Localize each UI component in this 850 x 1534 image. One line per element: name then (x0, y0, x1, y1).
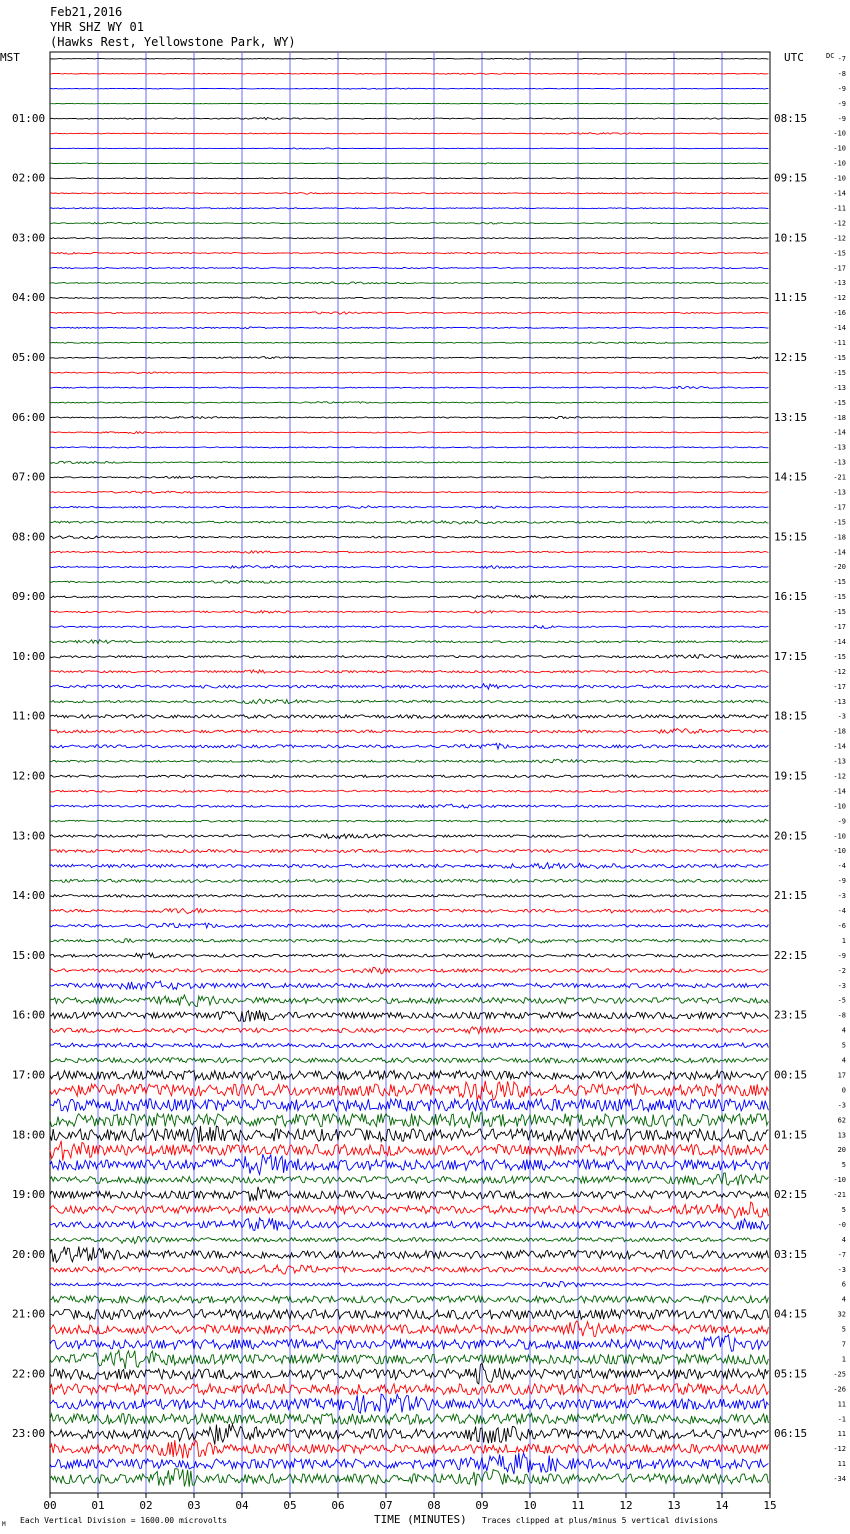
dc-offset-label: -14 (833, 428, 846, 437)
dc-offset-label: 4 (841, 1235, 846, 1244)
seismic-trace (50, 118, 768, 120)
dc-offset-label: -18 (833, 727, 846, 736)
seismic-trace (50, 312, 768, 314)
left-hour-label: 11:00 (12, 709, 46, 723)
seismic-trace (50, 1173, 768, 1185)
dc-offset-label: -0 (837, 1220, 846, 1229)
dc-offset-label: 62 (837, 1116, 846, 1125)
right-hour-label: 05:15 (774, 1367, 808, 1381)
right-hour-label: 11:15 (774, 291, 808, 305)
dc-offset-label: -14 (833, 324, 846, 333)
dc-offset-label: 5 (841, 1161, 846, 1170)
seismic-trace (50, 670, 768, 673)
seismic-trace (50, 1043, 768, 1048)
right-hour-label: 10:15 (774, 231, 808, 245)
x-tick-label: 07 (379, 1499, 393, 1512)
seismic-trace (50, 282, 768, 284)
seismic-trace (50, 938, 768, 943)
seismic-trace (50, 551, 768, 554)
left-timezone-label: MST (0, 51, 20, 64)
dc-offset-label: 4 (841, 1026, 846, 1035)
seismic-trace (50, 1081, 768, 1101)
dc-offset-label: -7 (837, 1250, 846, 1259)
right-hour-label: 02:15 (774, 1188, 808, 1202)
seismic-trace (50, 447, 768, 448)
x-tick-label: 06 (331, 1499, 345, 1512)
seismic-trace (50, 1202, 768, 1218)
dc-offset-label: -8 (837, 1011, 846, 1020)
seismic-trace (50, 342, 768, 344)
seismic-trace (50, 1363, 768, 1384)
dc-offset-label: -14 (833, 637, 846, 646)
seismic-trace (50, 566, 768, 569)
dc-offset-label: 5 (841, 1205, 846, 1214)
seismic-trace (50, 923, 768, 928)
seismic-trace (50, 1058, 768, 1063)
dc-offset-label: -18 (833, 413, 846, 422)
seismic-trace (50, 386, 768, 388)
dc-offset-label: -25 (833, 1370, 846, 1379)
seismic-trace (50, 1126, 768, 1143)
seismic-trace (50, 357, 768, 359)
left-hour-label: 21:00 (12, 1307, 46, 1321)
left-hour-label: 12:00 (12, 769, 46, 783)
dc-offset-label: -12 (833, 294, 846, 303)
right-hour-labels (774, 112, 807, 1440)
seismic-trace (50, 1335, 768, 1352)
dc-offset-label: -15 (833, 353, 846, 362)
right-hour-label: 15:15 (774, 530, 808, 544)
left-hour-label: 23:00 (12, 1427, 46, 1441)
seismic-trace (50, 268, 768, 269)
seismic-trace (50, 208, 768, 209)
right-hour-label: 17:15 (774, 649, 808, 663)
clip-note: Traces clipped at plus/minus 5 vertical divisions (482, 1516, 719, 1525)
seismic-trace (50, 863, 768, 869)
dc-offset-label: 4 (841, 1295, 846, 1304)
left-hour-label: 07:00 (12, 470, 46, 484)
right-hour-label: 18:15 (774, 709, 808, 723)
dc-offset-label: -26 (833, 1385, 846, 1394)
seismic-trace (50, 1453, 768, 1474)
dc-offset-label: -10 (833, 1176, 846, 1185)
dc-offset-label: -10 (833, 159, 846, 168)
dc-offset-label: -17 (833, 682, 846, 691)
seismic-trace (50, 222, 768, 224)
seismic-trace (50, 743, 768, 749)
seismic-trace (50, 879, 768, 882)
right-hour-label: 03:15 (774, 1247, 808, 1261)
seismic-trace (50, 103, 768, 104)
left-hour-label: 04:00 (12, 291, 46, 305)
dc-offset-label: -14 (833, 189, 846, 198)
seismic-trace (50, 58, 768, 59)
dc-offset-label: -10 (833, 144, 846, 153)
dc-offset-label: 11 (837, 1400, 846, 1409)
dc-offset-label: -8 (837, 69, 846, 78)
seismic-trace (50, 178, 768, 179)
left-hour-label: 02:00 (12, 171, 46, 185)
right-hour-label: 21:15 (774, 889, 808, 903)
x-tick-label: 09 (475, 1499, 489, 1512)
dc-offset-label: -17 (833, 503, 846, 512)
dc-offset-label: -21 (833, 1191, 846, 1200)
seismic-trace (50, 416, 768, 418)
x-tick-label: 03 (187, 1499, 201, 1512)
dc-offset-label: -12 (833, 219, 846, 228)
left-hour-label: 05:00 (12, 350, 46, 364)
x-tick-label: 15 (763, 1499, 777, 1512)
seismic-trace (50, 759, 768, 763)
right-hour-label: 14:15 (774, 470, 808, 484)
seismic-trace (50, 1187, 768, 1202)
right-hour-label: 04:15 (774, 1307, 808, 1321)
trace-rows (50, 58, 768, 1487)
right-hour-label: 13:15 (774, 410, 808, 424)
dc-offset-label: -9 (837, 114, 846, 123)
seismic-trace (50, 715, 768, 719)
dc-offset-label: -10 (833, 129, 846, 138)
right-hour-label: 23:15 (774, 1008, 808, 1022)
seismic-trace (50, 1154, 768, 1174)
dc-offset-label: -20 (833, 563, 846, 572)
dc-offset-label: 6 (841, 1280, 846, 1289)
dc-offset-label: -15 (833, 518, 846, 527)
x-tick-label: 04 (235, 1499, 249, 1512)
x-tick-label: 01 (91, 1499, 105, 1512)
left-hour-label: 16:00 (12, 1008, 46, 1022)
dc-offset-label: -17 (833, 264, 846, 273)
x-tick-label: 10 (523, 1499, 537, 1512)
seismic-trace (50, 699, 768, 704)
dc-offset-label: -15 (833, 368, 846, 377)
x-tick-label: 02 (139, 1499, 153, 1512)
dc-offset-label: 11 (837, 1430, 846, 1439)
seismic-trace (50, 461, 768, 463)
seismic-trace (50, 1384, 768, 1395)
left-hour-label: 14:00 (12, 889, 46, 903)
dc-offset-label: -9 (837, 99, 846, 108)
dc-offset-label: 17 (837, 1071, 846, 1080)
dc-offset-label: -10 (833, 174, 846, 183)
dc-offset-label: 32 (837, 1310, 846, 1319)
x-axis-ticks (43, 1493, 776, 1512)
dc-offset-label: -15 (833, 249, 846, 258)
x-tick-label: 08 (427, 1499, 441, 1512)
seismic-trace (50, 804, 768, 808)
dc-offset-label: 1 (841, 936, 846, 945)
seismic-trace (50, 1010, 768, 1021)
dc-offset-label: -9 (837, 951, 846, 960)
left-hour-label: 03:00 (12, 231, 46, 245)
left-hour-labels (12, 112, 45, 1440)
x-tick-label: 12 (619, 1499, 633, 1512)
seismic-trace (50, 967, 768, 973)
seismic-trace (50, 1218, 768, 1231)
seismic-trace (50, 1309, 768, 1319)
right-hour-label: 09:15 (774, 171, 808, 185)
seismic-trace (50, 580, 768, 583)
dc-offset-label: 5 (841, 1041, 846, 1050)
dc-offset-label: -10 (833, 832, 846, 841)
seismic-trace (50, 1350, 768, 1369)
seismic-trace (50, 1321, 768, 1336)
seismic-trace (50, 908, 768, 913)
dc-offset-label: -15 (833, 398, 846, 407)
seismic-trace (50, 536, 768, 539)
seismic-trace (50, 995, 768, 1007)
left-hour-label: 08:00 (12, 530, 46, 544)
left-hour-label: 13:00 (12, 829, 46, 843)
right-hour-label: 12:15 (774, 350, 808, 364)
dc-offset-label: -18 (833, 533, 846, 542)
seismic-trace (50, 1027, 768, 1034)
left-hour-label: 01:00 (12, 111, 46, 125)
dc-offset-label: -13 (833, 458, 846, 467)
x-tick-label: 05 (283, 1499, 297, 1512)
left-hour-label: 09:00 (12, 590, 46, 604)
right-hour-label: 20:15 (774, 829, 808, 843)
dc-offset-label: -9 (837, 877, 846, 886)
seismic-trace (50, 431, 768, 433)
dc-offset-label: -5 (837, 996, 846, 1005)
corner-mark: M (2, 1521, 6, 1528)
dc-offset-label: -9 (837, 84, 846, 93)
dc-offset-label: 5 (841, 1325, 846, 1334)
seismic-trace (50, 1424, 768, 1445)
right-hour-label: 16:15 (774, 590, 808, 604)
left-hour-label: 19:00 (12, 1188, 46, 1202)
x-tick-label: 00 (43, 1499, 57, 1512)
dc-offset-label: -3 (837, 1265, 846, 1274)
seismic-trace (50, 73, 768, 74)
seismic-trace (50, 981, 768, 990)
seismic-trace (50, 850, 768, 853)
right-hour-label: 01:15 (774, 1128, 808, 1142)
left-hour-label: 15:00 (12, 948, 46, 962)
seismic-trace (50, 193, 768, 195)
seismic-trace (50, 1440, 768, 1458)
seismic-trace (50, 88, 768, 89)
x-axis-label: TIME (MINUTES) (374, 1513, 467, 1526)
dc-offset-label: -7 (837, 55, 846, 63)
seismic-trace (50, 1414, 768, 1425)
seismic-trace (50, 640, 768, 644)
seismic-trace (50, 1296, 768, 1303)
dc-offset-label: -11 (833, 204, 846, 213)
seismic-trace (50, 626, 768, 629)
dc-offset-label: 11 (837, 1460, 846, 1469)
seismic-trace (50, 372, 768, 374)
dc-offset-label: -12 (833, 234, 846, 243)
dc-offset-label: -3 (837, 981, 846, 990)
seismic-trace (50, 491, 768, 493)
dc-offset-label: -14 (833, 742, 846, 751)
dc-offset-label: -11 (833, 339, 846, 348)
right-hour-label: 22:15 (774, 948, 808, 962)
dc-offset-label: -9 (837, 817, 846, 826)
header-station: YHR SHZ WY 01 (50, 20, 144, 34)
dc-offset-label: -4 (837, 907, 846, 916)
x-tick-label: 11 (571, 1499, 585, 1512)
dc-offset-label: -13 (833, 488, 846, 497)
seismic-trace (50, 1247, 768, 1263)
left-hour-label: 10:00 (12, 649, 46, 663)
seismic-trace (50, 327, 768, 329)
header-location: (Hawks Rest, Yellowstone Park, WY) (50, 35, 296, 49)
seismic-trace (50, 684, 768, 690)
dc-offset-label: -15 (833, 652, 846, 661)
left-hour-label: 06:00 (12, 410, 46, 424)
seismic-trace (50, 775, 768, 778)
seismic-trace (50, 790, 768, 792)
dc-offset-label: -6 (837, 921, 846, 930)
dc-offset-label: -13 (833, 443, 846, 452)
seismic-trace (50, 834, 768, 838)
dc-offset-label: -15 (833, 578, 846, 587)
dc-offset-label: -13 (833, 279, 846, 288)
left-hour-label: 17:00 (12, 1068, 46, 1082)
seismic-trace (50, 506, 768, 509)
dc-offset-label: -13 (833, 383, 846, 392)
right-timezone-label: UTC (784, 51, 804, 64)
seismic-trace (50, 476, 768, 478)
seismic-trace (50, 133, 768, 135)
dc-offset-label: -4 (837, 862, 846, 871)
seismic-trace (50, 1265, 768, 1274)
right-hour-label: 19:15 (774, 769, 808, 783)
seismic-trace (50, 595, 768, 598)
dc-offset-labels (833, 55, 846, 1483)
seismic-trace (50, 1394, 768, 1413)
dc-offset-label: -10 (833, 802, 846, 811)
dc-offset-label: -12 (833, 1445, 846, 1454)
seismic-trace (50, 1071, 768, 1080)
dc-offset-label: 1 (841, 1355, 846, 1364)
dc-offset-label: -3 (837, 892, 846, 901)
dc-offset-label: 4 (841, 1056, 846, 1065)
dc-offset-label: -10 (833, 847, 846, 856)
dc-offset-label: -1 (837, 1415, 846, 1424)
dc-offset-label: -14 (833, 787, 846, 796)
right-hour-label: 08:15 (774, 111, 808, 125)
seismic-trace (50, 1111, 768, 1128)
dc-offset-label: -13 (833, 757, 846, 766)
seismic-trace (50, 252, 768, 254)
dc-offset-label: -21 (833, 473, 846, 482)
seismic-trace (50, 402, 768, 404)
seismic-trace (50, 297, 768, 299)
dc-offset-label: -3 (837, 712, 846, 721)
seismic-trace (50, 895, 768, 898)
header-date: Feb21,2016 (50, 5, 123, 19)
dc-offset-label: 20 (837, 1146, 846, 1155)
seismic-trace (50, 163, 768, 164)
right-hour-label: 06:15 (774, 1427, 808, 1441)
seismic-trace (50, 238, 768, 239)
right-hour-label: 00:15 (774, 1068, 808, 1082)
dc-offset-label: -2 (837, 966, 846, 975)
dc-offset-label: -15 (833, 593, 846, 602)
seismic-trace (50, 521, 768, 525)
dc-offset-label: -34 (833, 1475, 846, 1484)
left-hour-label: 18:00 (12, 1128, 46, 1142)
left-hour-label: 22:00 (12, 1367, 46, 1381)
dc-offset-label: -12 (833, 667, 846, 676)
seismic-trace (50, 729, 768, 734)
left-hour-label: 20:00 (12, 1247, 46, 1261)
dc-offset-label: 7 (841, 1340, 846, 1349)
dc-offset-label: 13 (837, 1131, 846, 1140)
x-tick-label: 13 (667, 1499, 681, 1512)
x-tick-label: 14 (715, 1499, 729, 1512)
dc-offset-label: -15 (833, 608, 846, 617)
dc-offset-label: -12 (833, 772, 846, 781)
seismic-trace (50, 655, 768, 659)
dc-offset-label: -17 (833, 623, 846, 632)
dc-offset-label: -14 (833, 548, 846, 557)
seismic-trace (50, 953, 768, 958)
seismic-trace (50, 1141, 768, 1161)
dc-label: DC (826, 52, 835, 60)
seismic-trace (50, 1469, 768, 1487)
seismic-trace (50, 1237, 768, 1244)
seismic-trace (50, 1282, 768, 1287)
seismic-trace (50, 1099, 768, 1111)
seismic-trace (50, 148, 768, 149)
dc-offset-label: -13 (833, 697, 846, 706)
scale-note: Each Vertical Division = 1600.00 microvolts (20, 1516, 228, 1525)
dc-offset-label: 0 (841, 1086, 846, 1095)
dc-offset-label: -16 (833, 309, 846, 318)
seismic-trace (50, 610, 768, 613)
seismic-trace (50, 819, 768, 822)
dc-offset-label: -3 (837, 1101, 846, 1110)
